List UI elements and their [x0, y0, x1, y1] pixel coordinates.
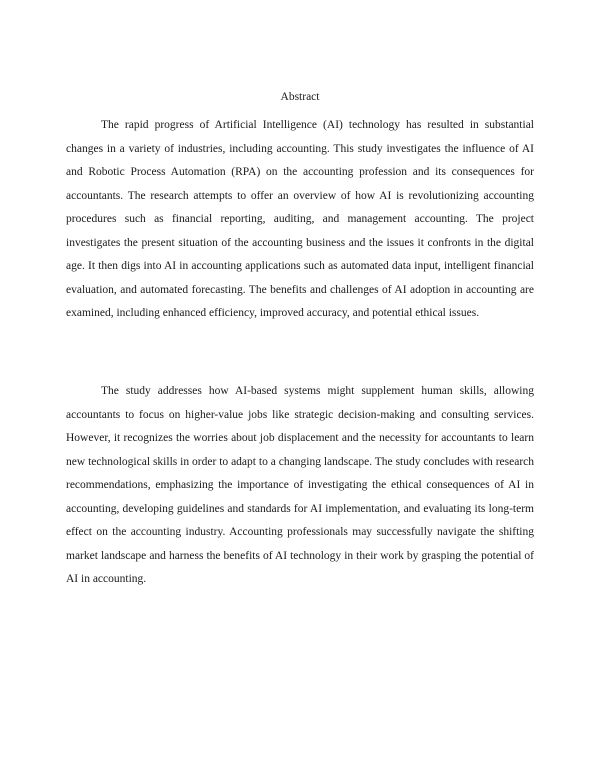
- abstract-paragraph-2: The study addresses how AI-based systems might supplement human skills, allowing accountants to focus on higher-value jobs like strategic decision-making and consulting services. However, it recognizes the worries about job displacement and the necessity for accountants to learn new technological skills in order to adapt to a changing landscape. The study concludes with research recommendations, emphasizing the importance of investigating the ethical consequences of AI in accounting, developing guidelines and standards for AI implementation, and evaluating its long-term effect on the accounting industry. Accounting professionals may successfully navigate the shifting market landscape and harness the benefits of AI technology in their work by grasping the potential of AI in accounting.: [66, 385, 534, 585]
- abstract-heading: Abstract: [280, 91, 320, 103]
- abstract-paragraph-1: The rapid progress of Artificial Intelligence (AI) technology has resulted in substantial changes in a variety of industries, including accounting. This study investigates the influence of AI and Robotic Process Automation (RPA) on the accounting profession and its consequences for accountants. The research attempts to offer an overview of how AI is revolutionizing accounting procedures such as financial reporting, auditing, and management accounting. The project investigates the present situation of the accounting business and the issues it confronts in the digital age. It then digs into AI in accounting applications such as automated data input, intelligent financial evaluation, and automated forecasting. The benefits and challenges of AI adoption in accounting are examined, including enhanced efficiency, improved accuracy, and potential ethical issues.: [66, 119, 534, 319]
